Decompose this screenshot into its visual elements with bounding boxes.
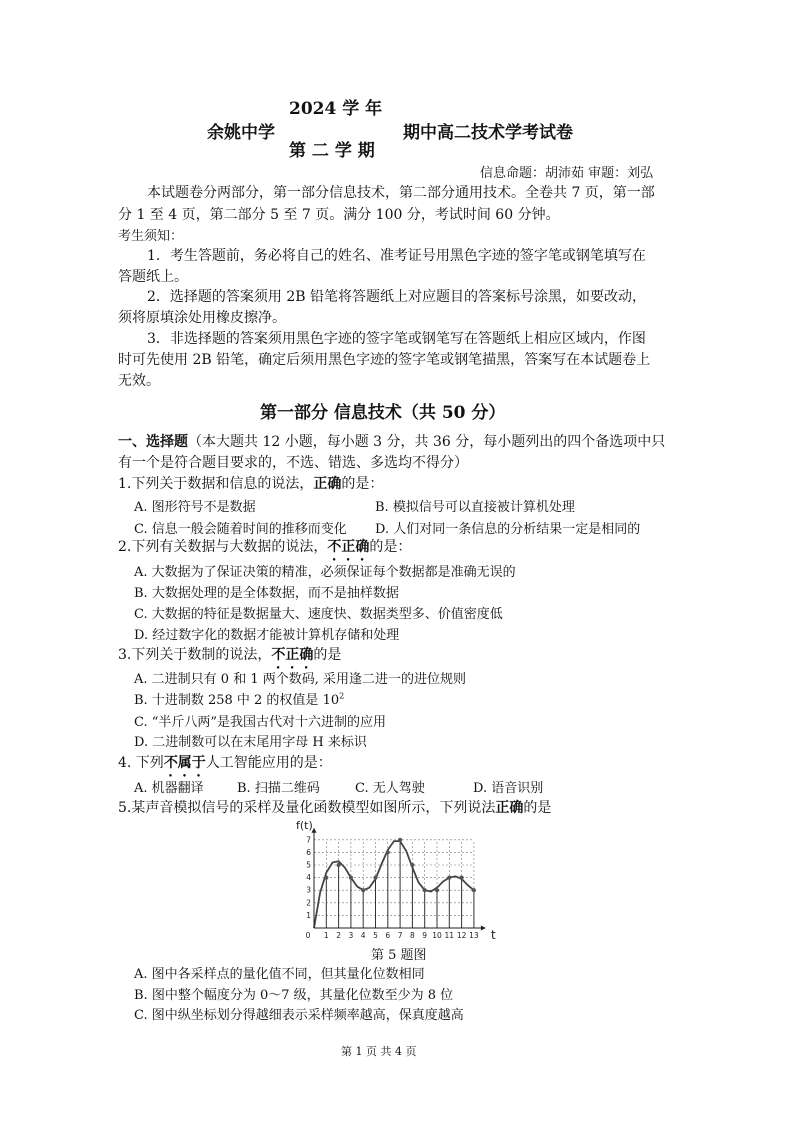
exam-year: 2024 学 年 bbox=[289, 99, 383, 119]
sample-point bbox=[410, 863, 414, 867]
sample-point bbox=[472, 888, 476, 892]
q1-stem-text: 1.下列关于数据和信息的说法， bbox=[118, 476, 314, 492]
mc-desc-1: （本大题共 12 小题，每小题 3 分，共 36 分，每小题列出的四个备选项中只 bbox=[188, 434, 666, 450]
q1-option-a: A. 图形符号不是数据 bbox=[134, 500, 256, 515]
q2-stem-text: 2.下列有关数据与大数据的说法， bbox=[118, 539, 328, 555]
q3-stem-text: 3.下列关于数制的说法， bbox=[118, 647, 272, 663]
q1-option-d: D. 人们对同一条信息的分析结果一定是相同的 bbox=[375, 522, 641, 537]
x-tick-label: 10 bbox=[432, 931, 442, 940]
y-tick-label: 4 bbox=[306, 873, 311, 883]
q3-option-d: D. 二进制数可以在末尾用字母 H 来标识 bbox=[134, 735, 367, 750]
sampling-quantization-chart bbox=[290, 816, 510, 942]
sample-point bbox=[386, 850, 390, 854]
exam-title: 期中高二技术学考试卷 bbox=[403, 123, 573, 143]
question-1-stem bbox=[118, 473, 383, 493]
q4-stem-tail: 人工智能应用的是： bbox=[205, 755, 332, 771]
notice-3-line-3: 无效。 bbox=[118, 373, 160, 389]
x-tick-label: 4 bbox=[360, 931, 366, 940]
school-name: 余姚中学 bbox=[207, 123, 275, 143]
sample-point bbox=[460, 876, 464, 880]
notice-3-line-1: 3．非选择题的答案须用黑色字迹的签字笔或钢笔写在答题纸上相应区域内，作图 bbox=[147, 331, 646, 347]
x-tick-label: 13 bbox=[469, 931, 479, 940]
x-tick-label: 9 bbox=[422, 931, 428, 940]
part-1-title: 第一部分 信息技术（共 50 分） bbox=[260, 403, 506, 423]
sample-point bbox=[361, 888, 365, 892]
q1-option-c: C. 信息一般会随着时间的推移而变化 bbox=[134, 522, 347, 537]
q4-option-a: A. 机器翻译 bbox=[134, 781, 204, 796]
x-tick-label: 2 bbox=[336, 931, 341, 940]
sample-point bbox=[337, 863, 341, 867]
sample-point bbox=[398, 838, 402, 842]
q3-option-b-exponent: 2 bbox=[339, 691, 345, 701]
sample-point bbox=[435, 888, 439, 892]
q5-emphasis: 正确 bbox=[495, 800, 524, 816]
question-2-stem bbox=[118, 536, 411, 564]
q4-option-b: B. 扫描二维码 bbox=[237, 781, 320, 796]
q4-option-c: C. 无人驾驶 bbox=[355, 781, 425, 796]
mc-instructions-line-2: 有一个是符合题目要求的，不选、错选、多选均不得分） bbox=[118, 455, 468, 471]
q4-emphasis: 不属于 bbox=[163, 755, 206, 771]
q2-option-c: C. 大数据的特征是数据量大、速度快、数据类型多、价值密度低 bbox=[134, 607, 503, 622]
q3-stem-tail: 的是 bbox=[313, 647, 342, 663]
x-tick-label: 11 bbox=[444, 931, 455, 940]
q5-option-a: A. 图中各采样点的量化值不同，但其量化位数相同 bbox=[134, 967, 425, 982]
q2-emphasis: 不正确 bbox=[327, 539, 370, 555]
notice-2-line-1: 2．选择题的答案须用 2B 铅笔将答题纸上对应题目的答案标号涂黑，如要改动， bbox=[147, 289, 647, 305]
mc-heading: 一、选择题 bbox=[118, 434, 188, 450]
x-tick-label: 6 bbox=[385, 931, 391, 940]
notice-2-line-2: 须将原填涂处用橡皮擦净。 bbox=[118, 310, 286, 326]
q3-emphasis: 不正确 bbox=[271, 647, 314, 663]
x-tick-label: 3 bbox=[348, 931, 354, 940]
q4-stem-text: 4. 下列 bbox=[118, 755, 164, 771]
mc-instructions-line-1 bbox=[118, 431, 665, 451]
y-tick-label: 2 bbox=[306, 898, 311, 908]
chart-signal-curve bbox=[314, 841, 474, 928]
x-tick-label: 12 bbox=[456, 931, 467, 940]
q3-option-c: C. “半斤八两”是我国古代对十六进制的应用 bbox=[134, 715, 387, 730]
q4-option-d: D. 语音识别 bbox=[473, 781, 544, 796]
x-tick-label: 7 bbox=[397, 931, 403, 940]
q5-option-b: B. 图中整个幅度分为 0～7 级，其量化位数至少为 8 位 bbox=[134, 988, 454, 1003]
y-tick-label: 1 bbox=[306, 910, 311, 920]
notice-1-line-1: 1．考生答题前，务必将自己的姓名、准考证号用黑色字迹的签字笔或钢笔填写在 bbox=[147, 248, 646, 264]
q5-option-c: C. 图中纵坐标划分得越细表示采样频率越高，保真度越高 bbox=[134, 1008, 464, 1023]
q1-stem-tail: 的是： bbox=[341, 476, 384, 492]
page-number: 第 1 页 共 4 页 bbox=[341, 1045, 417, 1058]
intro-line-1: 本试题卷分两部分，第一部分信息技术，第二部分通用技术。全卷共 7 页，第一部 bbox=[147, 185, 655, 201]
q2-option-b: B. 大数据处理的是全体数据，而不是抽样数据 bbox=[134, 586, 399, 601]
q5-stem-text: 5.某声音模拟信号的采样及量化函数模型如图所示，下列说法 bbox=[118, 800, 496, 816]
sample-point bbox=[373, 876, 377, 880]
sample-point bbox=[349, 876, 353, 880]
q2-option-d: D. 经过数字化的数据才能被计算机存储和处理 bbox=[134, 628, 400, 643]
chart-axes bbox=[312, 828, 486, 931]
exam-semester: 第 二 学 期 bbox=[289, 141, 375, 161]
sample-point bbox=[447, 876, 451, 880]
x-tick-label: 0 bbox=[305, 931, 311, 940]
q5-stem-tail: 的是 bbox=[523, 800, 552, 816]
x-tick-label: 8 bbox=[410, 931, 415, 940]
notice-label: 考生须知： bbox=[118, 229, 184, 244]
chart-tick-labels bbox=[306, 835, 479, 940]
y-tick-label: 6 bbox=[306, 847, 311, 857]
chart-x-axis-label: t bbox=[491, 928, 496, 942]
q1-emphasis: 正确 bbox=[313, 476, 342, 492]
chart-grid bbox=[314, 840, 474, 928]
q2-stem-tail: 的是： bbox=[369, 539, 412, 555]
q2-option-a: A. 大数据为了保证决策的精准，必须保证每个数据都是准确无误的 bbox=[134, 565, 516, 580]
sample-point bbox=[423, 888, 427, 892]
question-4-stem bbox=[118, 752, 332, 780]
x-tick-label: 1 bbox=[323, 931, 329, 940]
q3-option-a: A. 二进制只有 0 和 1 两个数码, 采用逢二进一的进位规则 bbox=[134, 672, 466, 687]
exam-authors: 信息命题：胡沛茹 审题：刘弘 bbox=[480, 166, 654, 181]
q1-option-b: B. 模拟信号可以直接被计算机处理 bbox=[375, 500, 575, 515]
q5-figure-caption: 第 5 题图 bbox=[371, 948, 427, 963]
y-tick-label: 3 bbox=[306, 885, 311, 895]
q3-option-b bbox=[134, 689, 344, 708]
y-tick-label: 5 bbox=[306, 860, 311, 870]
intro-line-2: 分 1 至 4 页，第二部分 5 至 7 页。满分 100 分，考试时间 60 分钟。 bbox=[118, 207, 560, 223]
x-axis-arrow bbox=[481, 926, 486, 931]
q3-option-b-text: B. 十进制数 258 中 2 的权值是 10 bbox=[134, 693, 340, 708]
notice-1-line-2: 答题纸上。 bbox=[118, 269, 188, 285]
chart-y-axis-label: f(t) bbox=[296, 819, 313, 832]
sample-point bbox=[324, 876, 328, 880]
x-tick-label: 5 bbox=[373, 931, 378, 940]
notice-3-line-2: 时可先使用 2B 铅笔，确定后须用黑色字迹的签字笔或钢笔描黑，答案写在本试题卷上 bbox=[118, 352, 651, 368]
y-tick-label: 7 bbox=[306, 835, 311, 845]
chart-sample-stems bbox=[326, 840, 474, 928]
question-5-stem bbox=[118, 797, 551, 817]
